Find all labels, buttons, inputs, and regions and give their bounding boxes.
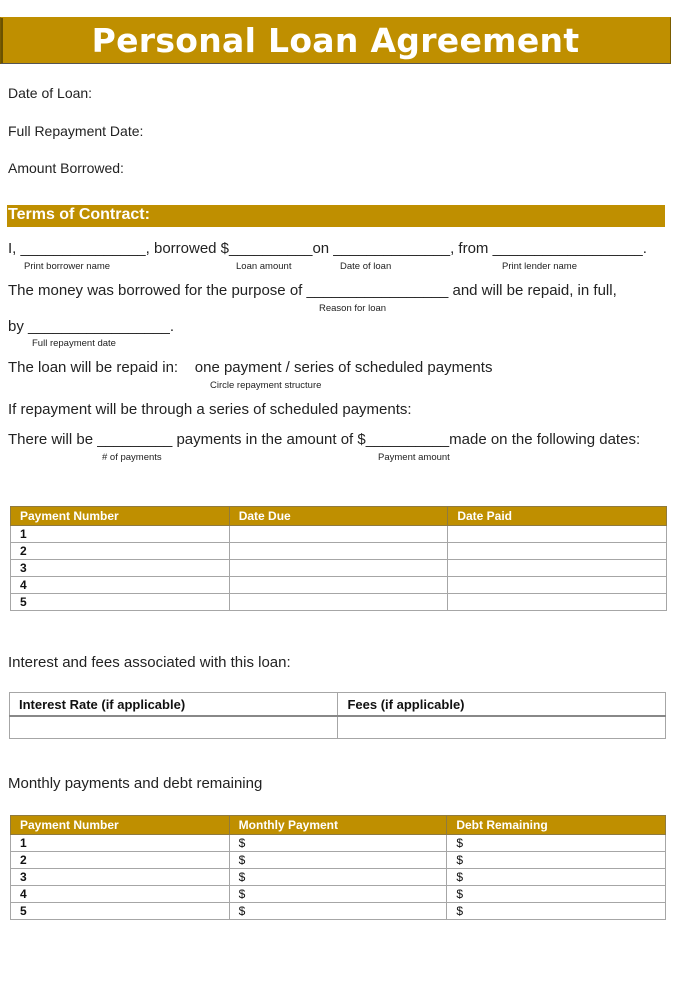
monthly-payment-cell[interactable]: $ xyxy=(229,869,447,886)
date-due-cell[interactable] xyxy=(229,560,448,577)
monthly-payment-cell[interactable]: $ xyxy=(229,886,447,903)
payment-number-cell: 3 xyxy=(11,869,230,886)
table-row xyxy=(11,835,666,852)
title-banner xyxy=(0,17,671,64)
table-row xyxy=(11,560,667,577)
date-paid-cell[interactable] xyxy=(448,560,667,577)
caption-date-of-loan: Date of loan xyxy=(340,261,392,272)
date-paid-cell[interactable] xyxy=(448,594,667,611)
payment-number-cell: 1 xyxy=(11,835,230,852)
date-paid-cell[interactable] xyxy=(448,526,667,543)
column-header: Payment Number xyxy=(11,507,230,526)
caption-borrower-name: Print borrower name xyxy=(24,261,111,272)
table-row xyxy=(11,526,667,543)
monthly-payment-cell[interactable]: $ xyxy=(229,903,447,920)
interest-rate-cell[interactable] xyxy=(10,716,338,739)
interest-rate-header: Interest Rate (if applicable) xyxy=(10,693,338,717)
caption-reason-for-loan: Reason for loan xyxy=(319,303,387,314)
page-title: Personal Loan Agreement xyxy=(91,21,580,60)
fees-header: Fees (if applicable) xyxy=(338,693,666,717)
monthly-payments-label: Monthly payments and debt remaining xyxy=(8,775,263,792)
table-row xyxy=(11,886,666,903)
table-header-row xyxy=(10,693,666,717)
payment-number-cell: 4 xyxy=(11,577,230,594)
caption-number-of-payments: # of payments xyxy=(102,452,162,463)
terms-line-repay-by: by _________________. xyxy=(8,318,174,335)
amount-borrowed-label: Amount Borrowed: xyxy=(8,160,124,176)
date-due-cell[interactable] xyxy=(229,526,448,543)
column-header: Date Paid xyxy=(448,507,667,526)
terms-line-payments: There will be _________ payments in the amount of $__________made on the following dates: xyxy=(8,431,641,448)
date-due-cell[interactable] xyxy=(229,577,448,594)
debt-remaining-cell[interactable]: $ xyxy=(447,869,666,886)
title-banner-underline xyxy=(1,63,670,64)
table-row xyxy=(11,577,667,594)
column-header: Payment Number xyxy=(11,816,230,835)
table-row xyxy=(11,594,667,611)
table-row xyxy=(11,852,666,869)
table-row xyxy=(10,716,666,739)
column-header: Monthly Payment xyxy=(229,816,447,835)
terms-heading: Terms of Contract: xyxy=(8,206,150,223)
terms-line-purpose: The money was borrowed for the purpose of _________________ and will be repaid, in full, xyxy=(8,282,617,299)
debt-remaining-cell[interactable]: $ xyxy=(447,835,666,852)
payment-number-cell: 3 xyxy=(11,560,230,577)
caption-lender-name: Print lender name xyxy=(502,261,577,272)
terms-line-borrower: I, _______________, borrowed $__________on ______________, from __________________. xyxy=(8,240,647,257)
payment-schedule-table xyxy=(10,506,667,611)
payment-number-cell: 5 xyxy=(11,594,230,611)
column-header: Date Due xyxy=(229,507,448,526)
terms-section-header xyxy=(7,205,665,227)
payment-number-cell: 5 xyxy=(11,903,230,920)
table-row xyxy=(11,543,667,560)
fees-cell[interactable] xyxy=(338,716,666,739)
monthly-payment-cell[interactable]: $ xyxy=(229,835,447,852)
date-due-cell[interactable] xyxy=(229,543,448,560)
table-row xyxy=(11,903,666,920)
debt-remaining-cell[interactable]: $ xyxy=(447,886,666,903)
payment-number-cell: 2 xyxy=(11,852,230,869)
date-of-loan-label: Date of Loan: xyxy=(8,85,93,101)
debt-remaining-cell[interactable]: $ xyxy=(447,903,666,920)
interest-fees-table xyxy=(9,692,666,739)
caption-repayment-structure: Circle repayment structure xyxy=(210,380,322,391)
caption-payment-amount: Payment amount xyxy=(378,452,450,463)
payment-number-cell: 2 xyxy=(11,543,230,560)
payment-number-cell: 1 xyxy=(11,526,230,543)
terms-line-series: If repayment will be through a series of scheduled payments: xyxy=(8,401,412,418)
monthly-payments-table xyxy=(10,815,666,920)
caption-full-repayment-date: Full repayment date xyxy=(32,338,116,349)
full-repayment-date-label: Full Repayment Date: xyxy=(8,123,144,139)
interest-fees-label: Interest and fees associated with this loan: xyxy=(8,654,291,671)
table-header-row xyxy=(11,507,667,526)
column-header: Debt Remaining xyxy=(447,816,666,835)
date-paid-cell[interactable] xyxy=(448,543,667,560)
date-due-cell[interactable] xyxy=(229,594,448,611)
table-row xyxy=(11,869,666,886)
debt-remaining-cell[interactable]: $ xyxy=(447,852,666,869)
terms-line-structure: The loan will be repaid in: one payment / series of scheduled payments xyxy=(8,359,493,376)
payment-number-cell: 4 xyxy=(11,886,230,903)
caption-loan-amount: Loan amount xyxy=(236,261,292,272)
table-header-row xyxy=(11,816,666,835)
date-paid-cell[interactable] xyxy=(448,577,667,594)
monthly-payment-cell[interactable]: $ xyxy=(229,852,447,869)
